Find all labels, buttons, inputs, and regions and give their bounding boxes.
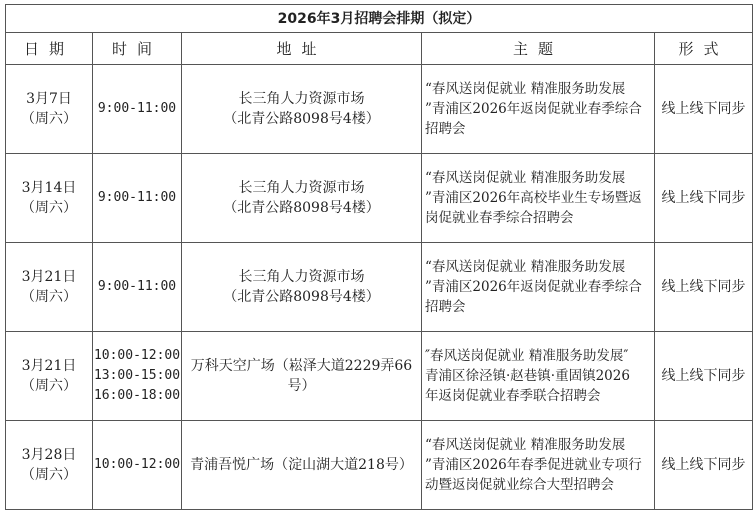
- theme-cell-line: ”青浦区2026年返岗促就业春季综合: [425, 101, 642, 117]
- table-row: [6, 421, 753, 510]
- table-row: [6, 65, 753, 154]
- address-cell: [182, 332, 422, 421]
- format-cell: [655, 332, 753, 421]
- theme-cell-line: 青浦区徐泾镇·赵巷镇·重固镇2026: [425, 368, 630, 384]
- address-cell-line: （北青公路8098号4楼）: [223, 289, 380, 305]
- time-cell: [93, 332, 182, 421]
- date-cell-line: 3月21日: [21, 269, 77, 285]
- date-cell-line: （周六）: [21, 467, 77, 483]
- time-cell: [93, 421, 182, 510]
- time-cell-line: 10:00-12:00: [93, 348, 181, 363]
- theme-cell-line: ”青浦区2026年春季促进就业专项行: [425, 457, 642, 473]
- table-row: [6, 154, 753, 243]
- time-cell-line: 9:00-11:00: [97, 279, 177, 294]
- recruitment-schedule-table: [5, 4, 753, 510]
- date-cell: [6, 421, 93, 510]
- date-cell-line: 3月21日: [21, 358, 77, 374]
- time-cell-line: 10:00-12:00: [93, 457, 181, 472]
- time-cell-line: 13:00-15:00: [93, 368, 181, 383]
- header-format: 形式: [655, 33, 753, 65]
- time-cell-line: 9:00-11:00: [97, 101, 177, 116]
- header-address: 地址: [182, 33, 422, 65]
- theme-cell-line: ″春风送岗促就业 精准服务助发展″: [425, 348, 629, 364]
- address-cell-line: 万科天空广场（崧泽大道2229弄66: [190, 358, 413, 374]
- date-cell-line: （周六）: [21, 200, 77, 216]
- time-cell: [93, 65, 182, 154]
- address-cell: [182, 421, 422, 510]
- address-cell-line: （北青公路8098号4楼）: [223, 200, 380, 216]
- format-cell-line: 线上线下同步: [661, 368, 746, 384]
- table-title: 2026年3月招聘会排期（拟定）: [6, 5, 753, 33]
- theme-cell: [422, 65, 655, 154]
- format-cell: [655, 421, 753, 510]
- format-cell: [655, 154, 753, 243]
- address-cell-line: 长三角人力资源市场: [238, 269, 365, 285]
- theme-cell-line: 招聘会: [425, 121, 466, 137]
- date-cell: [6, 154, 93, 243]
- header-time: 时间: [93, 33, 182, 65]
- address-cell-line: 号）: [287, 378, 316, 394]
- date-cell: [6, 332, 93, 421]
- header-row: [6, 33, 753, 65]
- theme-cell-line: “春风送岗促就业 精准服务助发展: [425, 259, 626, 275]
- address-cell: [182, 65, 422, 154]
- format-cell-line: 线上线下同步: [661, 457, 746, 473]
- date-cell-line: （周六）: [21, 289, 77, 305]
- address-cell-line: 长三角人力资源市场: [238, 180, 365, 196]
- format-cell: [655, 65, 753, 154]
- time-cell-line: 9:00-11:00: [97, 190, 177, 205]
- time-cell-line: 16:00-18:00: [93, 388, 181, 403]
- date-cell-line: （周六）: [21, 111, 77, 127]
- theme-cell: [422, 332, 655, 421]
- date-cell: [6, 65, 93, 154]
- address-cell-line: 青浦吾悦广场（淀山湖大道218号）: [190, 457, 413, 473]
- address-cell-line: 长三角人力资源市场: [238, 91, 365, 107]
- format-cell: [655, 243, 753, 332]
- header-date: 日期: [6, 33, 93, 65]
- theme-cell-line: 岗促就业春季综合招聘会: [425, 210, 574, 226]
- theme-cell-line: “春风送岗促就业 精准服务助发展: [425, 170, 626, 186]
- address-cell: [182, 243, 422, 332]
- theme-cell-line: “春风送岗促就业 精准服务助发展: [425, 437, 626, 453]
- theme-cell: [422, 421, 655, 510]
- theme-cell: [422, 243, 655, 332]
- theme-cell: [422, 154, 655, 243]
- format-cell-line: 线上线下同步: [661, 190, 746, 206]
- table-row: [6, 332, 753, 421]
- address-cell: [182, 154, 422, 243]
- date-cell-line: 3月7日: [26, 91, 72, 107]
- theme-cell-line: “春风送岗促就业 精准服务助发展: [425, 81, 626, 97]
- format-cell-line: 线上线下同步: [661, 101, 746, 117]
- table-row: [6, 243, 753, 332]
- time-cell: [93, 243, 182, 332]
- theme-cell-line: 动暨返岗促就业综合大型招聘会: [425, 477, 614, 493]
- date-cell: [6, 243, 93, 332]
- header-theme: 主题: [422, 33, 655, 65]
- format-cell-line: 线上线下同步: [661, 279, 746, 295]
- address-cell-line: （北青公路8098号4楼）: [223, 111, 380, 127]
- theme-cell-line: ”青浦区2026年返岗促就业春季综合: [425, 279, 642, 295]
- theme-cell-line: 招聘会: [425, 299, 466, 315]
- date-cell-line: 3月28日: [21, 447, 77, 463]
- date-cell-line: （周六）: [21, 378, 77, 394]
- date-cell-line: 3月14日: [21, 180, 77, 196]
- theme-cell-line: ”青浦区2026年高校毕业生专场暨返: [425, 190, 642, 206]
- time-cell: [93, 154, 182, 243]
- theme-cell-line: 年返岗促就业春季联合招聘会: [425, 388, 601, 404]
